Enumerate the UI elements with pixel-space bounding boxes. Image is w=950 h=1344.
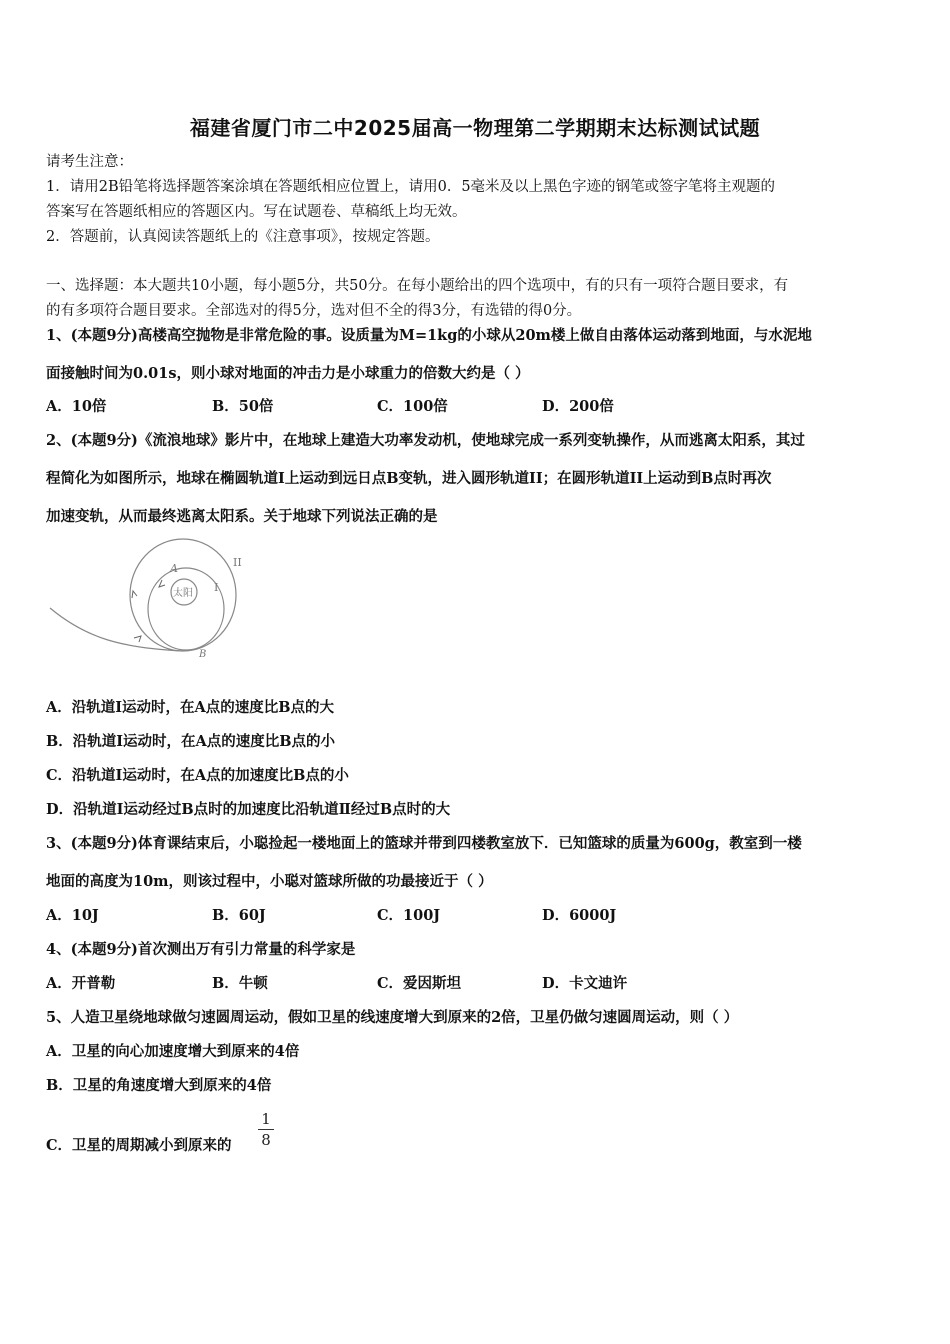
q2-option-d: D．沿轨道I运动经过B点时的加速度比沿轨道Ⅱ经过B点时的大 <box>46 801 451 818</box>
escape-path <box>50 608 183 651</box>
q3-option-c: C．100J <box>377 907 441 924</box>
fraction-denominator: 8 <box>261 1131 271 1149</box>
q4-stem: 4、(本题9分)首次测出万有引力常量的科学家是 <box>46 941 356 958</box>
fraction-numerator: 1 <box>261 1110 271 1128</box>
orbit-diagram <box>46 538 276 670</box>
label-i: I <box>214 581 219 594</box>
q5-option-b: B．卫星的角速度增大到原来的4倍 <box>46 1077 272 1094</box>
q4-option-a: A．开普勒 <box>46 975 116 992</box>
q4-option-b: B．牛顿 <box>212 975 268 992</box>
arrow-orbit-ii <box>132 591 137 598</box>
label-ii: II <box>233 556 242 569</box>
q1-option-a: A．10倍 <box>46 398 107 415</box>
q1-option-d: D．200倍 <box>542 398 614 415</box>
label-b: B <box>199 649 207 660</box>
q4-option-d: D．卡文迪许 <box>542 975 628 992</box>
q3-option-b: B．60J <box>212 907 266 924</box>
q5-stem: 5、人造卫星绕地球做匀速圆周运动，假如卫星的线速度增大到原来的2倍，卫星仍做匀速圆周运动，则（ ） <box>46 1009 739 1026</box>
q2-option-b: B．沿轨道I运动时，在A点的速度比B点的小 <box>46 733 336 750</box>
q3-option-a: A．10J <box>46 907 99 924</box>
section-intro-2: 的有多项符合题目要求。全部选对的得5分，选对但不全的得3分，有选错的得0分。 <box>46 303 582 319</box>
fraction-bar <box>258 1129 274 1130</box>
q1-stem-2: 面接触时间为0.01s，则小球对地面的冲击力是小球重力的倍数大约是（ ） <box>46 365 530 382</box>
notice-item-2: 2．答题前，认真阅读答题纸上的《注意事项》，按规定答题。 <box>46 229 440 245</box>
q3-stem-2: 地面的高度为10m，则该过程中，小聪对篮球所做的功最接近于（ ） <box>46 873 493 890</box>
notice-item-1-cont: 答案写在答题纸相应的答题区内。写在试题卷、草稿纸上均无效。 <box>46 204 467 220</box>
notice-item-1: 1．请用2B铅笔将选择题答案涂填在答题纸相应位置上，请用0．5毫米及以上黑色字迹的钢笔或签字笔将主观题的 <box>46 179 776 195</box>
arrow-orbit-i <box>159 580 165 587</box>
q2-option-a: A．沿轨道I运动时，在A点的速度比B点的大 <box>46 699 335 716</box>
q1-option-c: C．100倍 <box>377 398 448 415</box>
q3-option-d: D．6000J <box>542 907 617 924</box>
orbit-i <box>148 568 224 650</box>
q2-option-c: C．沿轨道I运动时，在A点的加速度比B点的小 <box>46 767 349 784</box>
section-intro-1: 一、选择题：本大题共10小题，每小题5分，共50分。在每小题给出的四个选项中，有的只有一项符合题目要求，有 <box>46 278 789 294</box>
label-a: A <box>170 562 178 575</box>
q2-stem-1: 2、(本题9分)《流浪地球》影片中，在地球上建造大功率发动机，使地球完成一系列变轨操作，从而逃离太阳系，其过 <box>46 432 805 449</box>
q2-stem-3: 加速变轨，从而最终逃离太阳系。关于地球下列说法正确的是 <box>46 508 438 525</box>
page-title: 福建省厦门市二中2025届高一物理第二学期期末达标测试试题 <box>189 116 761 140</box>
q4-option-c: C．爱因斯坦 <box>377 975 462 992</box>
notice-heading: 请考生注意： <box>46 154 133 170</box>
q1-option-b: B．50倍 <box>212 398 274 415</box>
sun-label: 太阳 <box>173 588 193 599</box>
q1-stem-1: 1、(本题9分)高楼高空抛物是非常危险的事。设质量为M=1kg的小球从20m楼上做自由落体运动落到地面，与水泥地 <box>46 327 812 344</box>
q2-stem-2: 程简化为如图所示，地球在椭圆轨道I上运动到远日点B变轨，进入圆形轨道II；在圆形轨道II上运动到B点时再次 <box>46 470 772 487</box>
q5-option-c: C．卫星的周期减小到原来的 <box>46 1137 232 1154</box>
q5-option-a: A．卫星的向心加速度增大到原来的4倍 <box>46 1043 300 1060</box>
q5-option-c-fraction <box>258 1110 274 1149</box>
q3-stem-1: 3、(本题9分)体育课结束后，小聪捡起一楼地面上的篮球并带到四楼教室放下．已知篮球的质量为600g，教室到一楼 <box>46 835 802 852</box>
arrow-escape <box>134 636 141 642</box>
